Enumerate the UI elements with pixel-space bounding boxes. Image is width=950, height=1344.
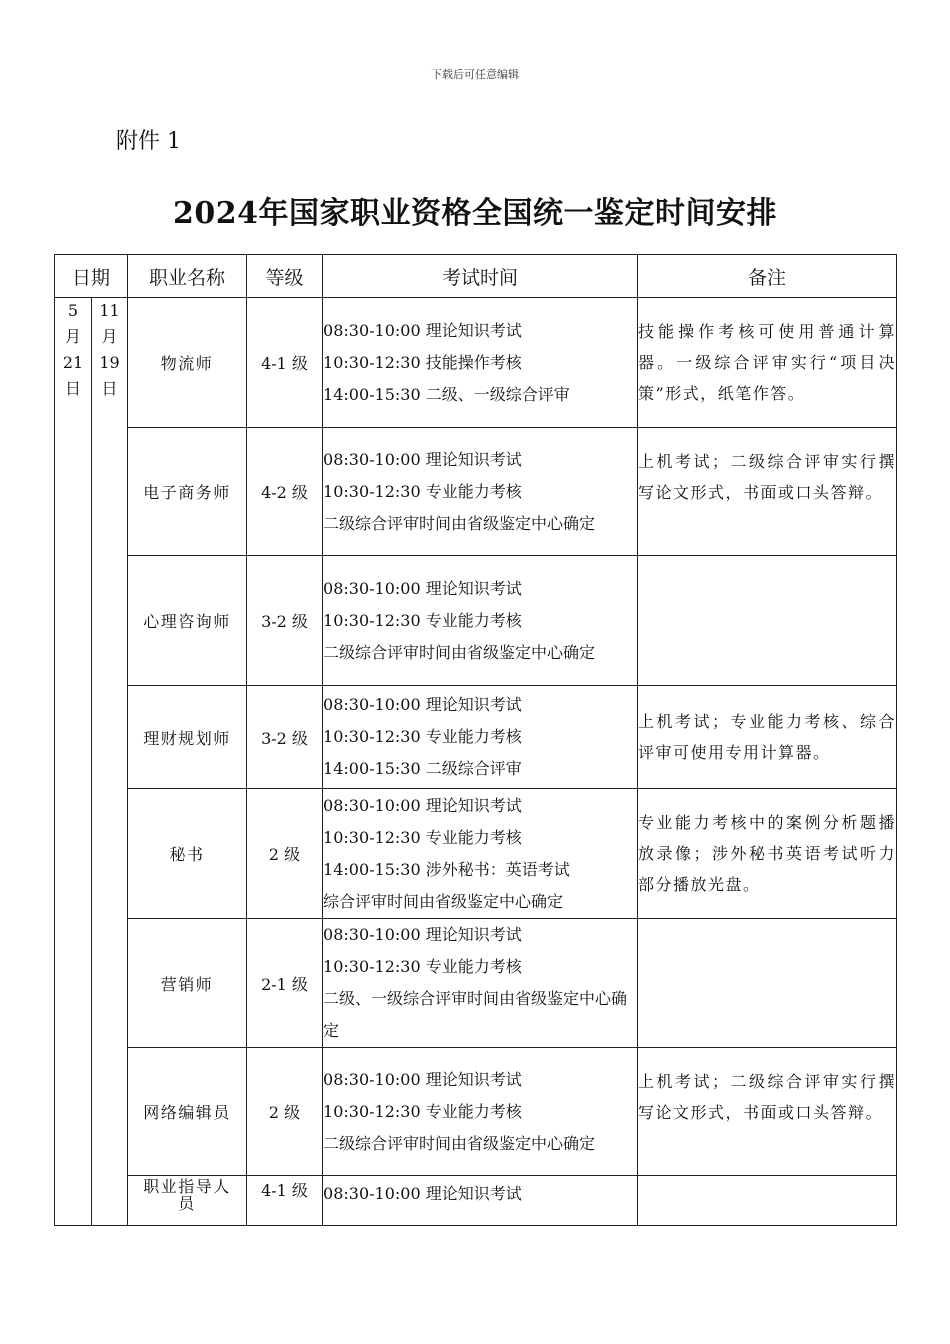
occupation-name: 电子商务师 xyxy=(128,428,247,556)
exam-time-line: 08:30-10:00 理论知识考试 xyxy=(323,1184,522,1203)
exam-time-line: 10:30-12:30 技能操作考核 xyxy=(323,352,522,372)
remarks: 上机考试；二级综合评审实行撰写论文形式，书面或口头答辩。 xyxy=(638,1048,897,1176)
exam-time-line: 08:30-10:00 理论知识考试 xyxy=(323,1069,522,1089)
occupation-name: 秘书 xyxy=(128,789,247,919)
date2-part: 月 xyxy=(101,327,118,346)
header-notes: 备注 xyxy=(638,255,897,298)
table-row xyxy=(55,919,897,1048)
header-note: 下载后可任意编辑 xyxy=(431,68,519,81)
table-header-row xyxy=(55,255,897,298)
exam-time-line: 二级综合评审时间由省级鉴定中心确定 xyxy=(323,513,596,533)
occupation-name: 物流师 xyxy=(128,298,247,428)
table-row xyxy=(55,1176,897,1226)
occupation-level: 4-1 级 xyxy=(247,1176,323,1226)
exam-time-line: 08:30-10:00 理论知识考试 xyxy=(323,695,522,714)
exam-time-line: 综合评审时间由省级鉴定中心确定 xyxy=(323,891,564,911)
exam-times xyxy=(323,1176,638,1226)
exam-time-line: 二级综合评审时间由省级鉴定中心确定 xyxy=(323,642,596,662)
header-exam-time: 考试时间 xyxy=(323,255,638,298)
exam-times xyxy=(323,556,638,686)
exam-times xyxy=(323,919,638,1048)
exam-times xyxy=(323,686,638,789)
exam-time-line: 08:30-10:00 理论知识考试 xyxy=(323,578,522,598)
exam-time-line: 14:00-15:30 涉外秘书：英语考试 xyxy=(323,859,570,879)
date2-part: 19 xyxy=(99,353,120,372)
remarks: 专业能力考核中的案例分析题播放录像；涉外秘书英语考试听力部分播放光盘。 xyxy=(638,789,897,919)
exam-times xyxy=(323,1048,638,1176)
occupation-name: 网络编辑员 xyxy=(128,1048,247,1176)
date-cell-1 xyxy=(55,298,92,1226)
date2-part: 日 xyxy=(101,379,118,398)
occupation-level: 2 级 xyxy=(247,1048,323,1176)
exam-time-line: 二级综合评审时间由省级鉴定中心确定 xyxy=(323,1133,596,1153)
exam-times xyxy=(323,428,638,556)
exam-time-line: 10:30-12:30 专业能力考核 xyxy=(323,827,522,847)
exam-time-line: 14:00-15:30 二级、一级综合评审 xyxy=(323,384,570,404)
date-cell-2 xyxy=(92,298,128,1226)
exam-times xyxy=(323,789,638,919)
remarks xyxy=(638,556,897,686)
remarks xyxy=(638,1176,897,1226)
table-row xyxy=(55,556,897,686)
table-row xyxy=(55,686,897,789)
date2-part: 11 xyxy=(99,301,120,320)
occupation-name: 理财规划师 xyxy=(128,686,247,789)
occupation-name: 职业指导人员 xyxy=(128,1176,247,1226)
exam-time-line: 08:30-10:00 理论知识考试 xyxy=(323,320,522,340)
table-row xyxy=(55,428,897,556)
occupation-level: 2-1 级 xyxy=(247,919,323,1048)
exam-time-line: 08:30-10:00 理论知识考试 xyxy=(323,449,522,469)
exam-time-line: 08:30-10:00 理论知识考试 xyxy=(323,925,522,944)
header-date: 日期 xyxy=(55,255,128,298)
remarks: 上机考试；专业能力考核、综合评审可使用专用计算器。 xyxy=(638,686,897,789)
occupation-level: 3-2 级 xyxy=(247,556,323,686)
date1-part: 5 xyxy=(67,301,79,320)
date1-part: 21 xyxy=(62,353,84,372)
exam-time-line: 10:30-12:30 专业能力考核 xyxy=(323,727,522,746)
exam-time-line: 14:00-15:30 二级综合评审 xyxy=(323,759,522,778)
date1-part: 日 xyxy=(64,379,81,398)
occupation-level: 3-2 级 xyxy=(247,686,323,789)
exam-time-line: 10:30-12:30 专业能力考核 xyxy=(323,610,522,630)
header-level: 等级 xyxy=(247,255,323,298)
header-occupation: 职业名称 xyxy=(128,255,247,298)
date1-part: 月 xyxy=(64,327,81,346)
exam-time-line: 10:30-12:30 专业能力考核 xyxy=(323,957,522,976)
occupation-level: 4-1 级 xyxy=(247,298,323,428)
document-title: 2024年国家职业资格全国统一鉴定时间安排 xyxy=(173,196,777,231)
exam-time-line: 二级、一级综合评审时间由省级鉴定中心确定 xyxy=(323,989,628,1040)
table-row xyxy=(55,789,897,919)
attachment-label: 附件 1 xyxy=(116,129,181,154)
exam-time-line: 10:30-12:30 专业能力考核 xyxy=(323,481,522,501)
occupation-level: 4-2 级 xyxy=(247,428,323,556)
occupation-name: 营销师 xyxy=(128,919,247,1048)
table-row xyxy=(55,1048,897,1176)
table-row xyxy=(55,298,897,428)
occupation-name: 心理咨询师 xyxy=(128,556,247,686)
schedule-table xyxy=(54,254,897,1226)
remarks: 上机考试；二级综合评审实行撰写论文形式，书面或口头答辩。 xyxy=(638,428,897,556)
exam-time-line: 10:30-12:30 专业能力考核 xyxy=(323,1101,522,1121)
occupation-level: 2 级 xyxy=(247,789,323,919)
exam-times xyxy=(323,298,638,428)
exam-time-line: 08:30-10:00 理论知识考试 xyxy=(323,795,522,815)
remarks xyxy=(638,919,897,1048)
remarks: 技能操作考核可使用普通计算器。一级综合评审实行“项目决策”形式，纸笔作答。 xyxy=(638,298,897,428)
